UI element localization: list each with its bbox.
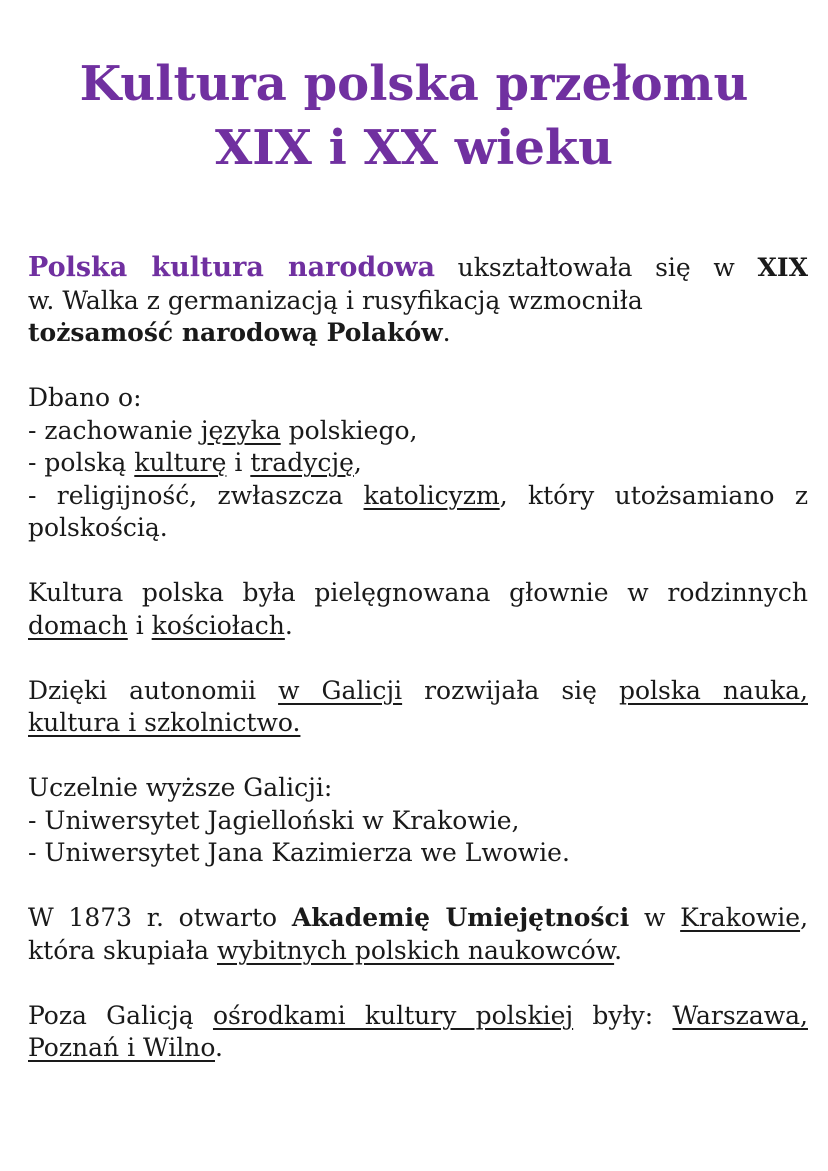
text-line [28, 1000, 808, 1033]
text-span: , [353, 448, 362, 477]
underlined-term: w Galicji [278, 675, 403, 705]
underlined-term: Warszawa, [672, 1000, 808, 1030]
document-body [28, 252, 808, 1097]
list-item [28, 415, 808, 448]
text-line [28, 935, 808, 968]
text-span: W 1873 r. otwarto [28, 903, 292, 932]
text-line [28, 902, 808, 935]
title-line-2: XIX i XX wieku [214, 120, 614, 176]
paragraph-academy [28, 902, 808, 967]
underlined-term: Poznań i Wilno [28, 1033, 215, 1062]
bold-xix: XIX [757, 253, 808, 282]
paragraph-cared-for [28, 382, 808, 545]
text-span: . [614, 935, 623, 965]
text-line: w. Walka z germanizacją i rusyfikacją wzmocniła [28, 285, 643, 315]
underlined-term: języka [200, 415, 281, 445]
paragraph-national-culture [28, 252, 808, 350]
underlined-term: kościołach [151, 610, 285, 640]
paragraph-universities [28, 772, 808, 870]
text-line [28, 317, 808, 350]
text-span: - zachowanie [28, 415, 201, 445]
text-span: polskiego, [280, 415, 418, 445]
text-span: Poza Galicją [28, 1000, 213, 1030]
underlined-term: kulturę [134, 448, 227, 477]
bold-national-identity: tożsamość narodową Polaków [28, 318, 443, 347]
list-item: - Uniwersytet Jagielloński w Krakowie, [28, 805, 520, 835]
text-span: , który utożsamiano z [499, 480, 808, 510]
list-item [28, 447, 808, 480]
text-span: - polską [28, 448, 135, 477]
text-span: i [226, 448, 251, 477]
text-line: Dbano o: [28, 383, 142, 412]
underlined-term: ośrodkami kultury polskiej [212, 1000, 574, 1030]
title-line-1: Kultura polska przełomu [79, 56, 749, 112]
underlined-term: katolicyzm [363, 480, 500, 510]
text-span: rozwijała się [402, 675, 619, 705]
underlined-term: tradycję [250, 448, 354, 477]
text-line [28, 707, 808, 740]
bold-academy: Akademię Umiejętności [291, 903, 630, 932]
underlined-term: Krakowie [680, 903, 801, 932]
text-span: w [629, 903, 681, 932]
text-span: . [215, 1033, 223, 1062]
text-line [28, 610, 808, 643]
list-item [28, 480, 808, 513]
highlight-national-culture: Polska kultura narodowa [28, 252, 435, 283]
underlined-term: domach [28, 610, 128, 640]
underlined-term: wybitnych polskich naukowców [217, 935, 615, 965]
paragraph-galicia-autonomy [28, 675, 808, 740]
text-line: Kultura polska była pielęgnowana głownie w rodzinnych [28, 578, 808, 607]
page-title [0, 52, 828, 180]
text-span: . [442, 318, 451, 347]
underlined-term: polska nauka, [618, 675, 808, 705]
text-span: ukształtowała się w [434, 253, 758, 282]
text-line [28, 675, 808, 708]
text-span: , [800, 903, 809, 932]
paragraph-homes-churches [28, 577, 808, 642]
text-span: Dzięki autonomii [28, 675, 279, 705]
text-span: - religijność, zwłaszcza [28, 480, 364, 510]
text-line [28, 1032, 808, 1065]
list-item: - Uniwersytet Jana Kazimierza we Lwowie. [28, 838, 570, 867]
text-span: były: [573, 1000, 673, 1030]
text-line: Uczelnie wyższe Galicji: [28, 773, 333, 802]
text-line [28, 252, 808, 285]
text-span: i [127, 610, 152, 640]
paragraph-culture-centers [28, 1000, 808, 1065]
underlined-term: kultura i szkolnictwo. [28, 708, 301, 737]
text-span: która skupiała [28, 935, 217, 965]
text-span: . [284, 610, 293, 640]
text-line: polskością. [28, 513, 168, 542]
